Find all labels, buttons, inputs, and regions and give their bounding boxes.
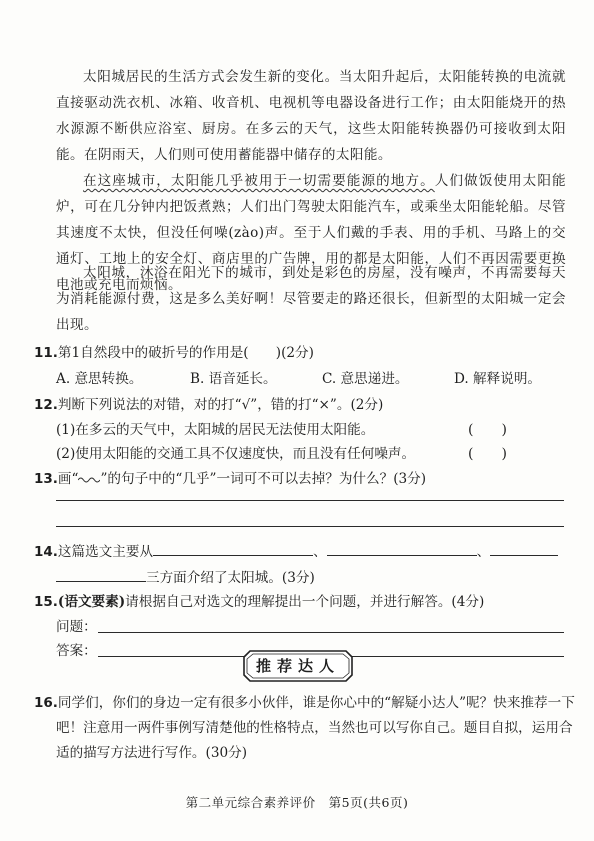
answer-line-13a[interactable] — [56, 500, 564, 501]
question-text: 判断下列说法的对错，对的打“√”，错的打“×”。(2分) — [57, 397, 384, 413]
answer-paren-1[interactable]: ( ) — [468, 422, 507, 438]
blank-2[interactable] — [327, 541, 477, 556]
section-badge — [242, 649, 354, 683]
question-text-pre: 画“ — [57, 471, 79, 487]
page-footer: 第二单元综合素养评价 第5页(共6页) — [185, 795, 409, 810]
section-title: 推荐达人 — [255, 657, 340, 675]
option-b[interactable]: B. 语音延长。 — [190, 371, 277, 387]
question-14 — [34, 541, 570, 562]
answer-line-13b[interactable] — [56, 526, 564, 527]
paragraph-2-rest: 人们做饭使用太阳能炉，可在几分钟内把饭煮熟；人们出门驾驶太阳能汽车，或乘坐太阳能轮船。尽管其速度不太快，但没任何噪(zào)声。至于人们戴的手表、用的手机、马路上的交通灯、工地上的安全灯、商店里的广告牌，用的都是太阳能，人们不再因需要更换电池或充电而烦恼。 — [56, 173, 566, 293]
blank-1[interactable] — [153, 541, 313, 556]
question-13 — [34, 469, 570, 489]
question-number: 12. — [34, 397, 58, 413]
blank-3-start[interactable] — [490, 541, 558, 556]
question-text: 第1自然段中的破折号的作用是( )(2分) — [57, 345, 314, 361]
question-text-1: 这篇选文主要从 — [57, 544, 154, 560]
wavy-underlined-sentence: 在这座城市，太阳能几乎被用于一切需要能源的地方。 — [83, 173, 435, 189]
separator: 、 — [313, 544, 327, 560]
question-number: 14. — [34, 544, 58, 560]
passage-paragraph-3: 太阳城，沐浴在阳光下的城市，到处是彩色的房屋，没有噪声，不再需要每天为消耗能源付费，这是多么美好啊！尽管要走的路还很长，但新型的太阳城一定会出现。 — [56, 265, 566, 333]
option-c[interactable]: C. 意思递进。 — [322, 371, 409, 387]
answer-label: 答案： — [56, 643, 97, 659]
blank-3-end[interactable] — [56, 567, 146, 582]
statement-2: (2)使用太阳能的交通工具不仅速度快，而且没有任何噪声。 — [56, 446, 416, 462]
option-a[interactable]: A. 意思转换。 — [56, 371, 143, 387]
statement-1: (1)在多云的天气中，太阳城的居民无法使用太阳能。 — [56, 422, 375, 438]
question-text-post: ”的句子中的“几乎”一词可不可以去掉？为什么？(3分) — [100, 471, 427, 487]
question-number: 15. — [34, 594, 58, 610]
separator: 、 — [476, 544, 491, 560]
question-text: 请根据自己对选文的理解提出一个问题，并进行解答。(4分) — [125, 594, 485, 610]
wavy-line-icon — [78, 475, 100, 483]
option-d[interactable]: D. 解释说明。 — [454, 371, 542, 387]
question-15 — [34, 592, 570, 612]
question-11 — [34, 343, 570, 363]
passage-paragraph-1: 太阳城居民的生活方式会发生新的变化。当太阳升起后，太阳能转换的电流就直接驱动洗衣机、冰箱、收音机、电视机等电器设备进行工作；由太阳能烧开的热水源源不断供应浴室、厨房。在多云的天气，这些太阳能转换器仍可接收到太阳能。在阴雨天，人们则可使用蓄能器中储存的太阳能。 — [56, 69, 566, 163]
question-14-line-2 — [56, 567, 315, 588]
question-number: 13. — [34, 471, 58, 487]
answer-paren-2[interactable]: ( ) — [468, 446, 507, 462]
question-number: 11. — [34, 345, 58, 361]
question-label: 问题： — [56, 619, 97, 635]
question-text-2: 三方面介绍了太阳城。(3分) — [146, 570, 315, 586]
question-16-line-3: 适的描写方法进行写作。(30分) — [56, 745, 248, 761]
question-16-line-2: 吧！注意用一两件事例写清楚他的性格特点，当然也可以写你自己。题目自拟，运用合 — [56, 720, 573, 736]
question-16 — [34, 693, 575, 713]
question-number: 16. — [34, 695, 58, 711]
question-12 — [34, 395, 570, 415]
element-tag: (语文要素) — [57, 594, 126, 610]
question-answer-line[interactable] — [98, 632, 564, 633]
question-text-line-1: 同学们，你们的身边一定有很多小伙伴，谁是你心中的“解疑小达人”呢？快来推荐一下 — [57, 695, 575, 711]
